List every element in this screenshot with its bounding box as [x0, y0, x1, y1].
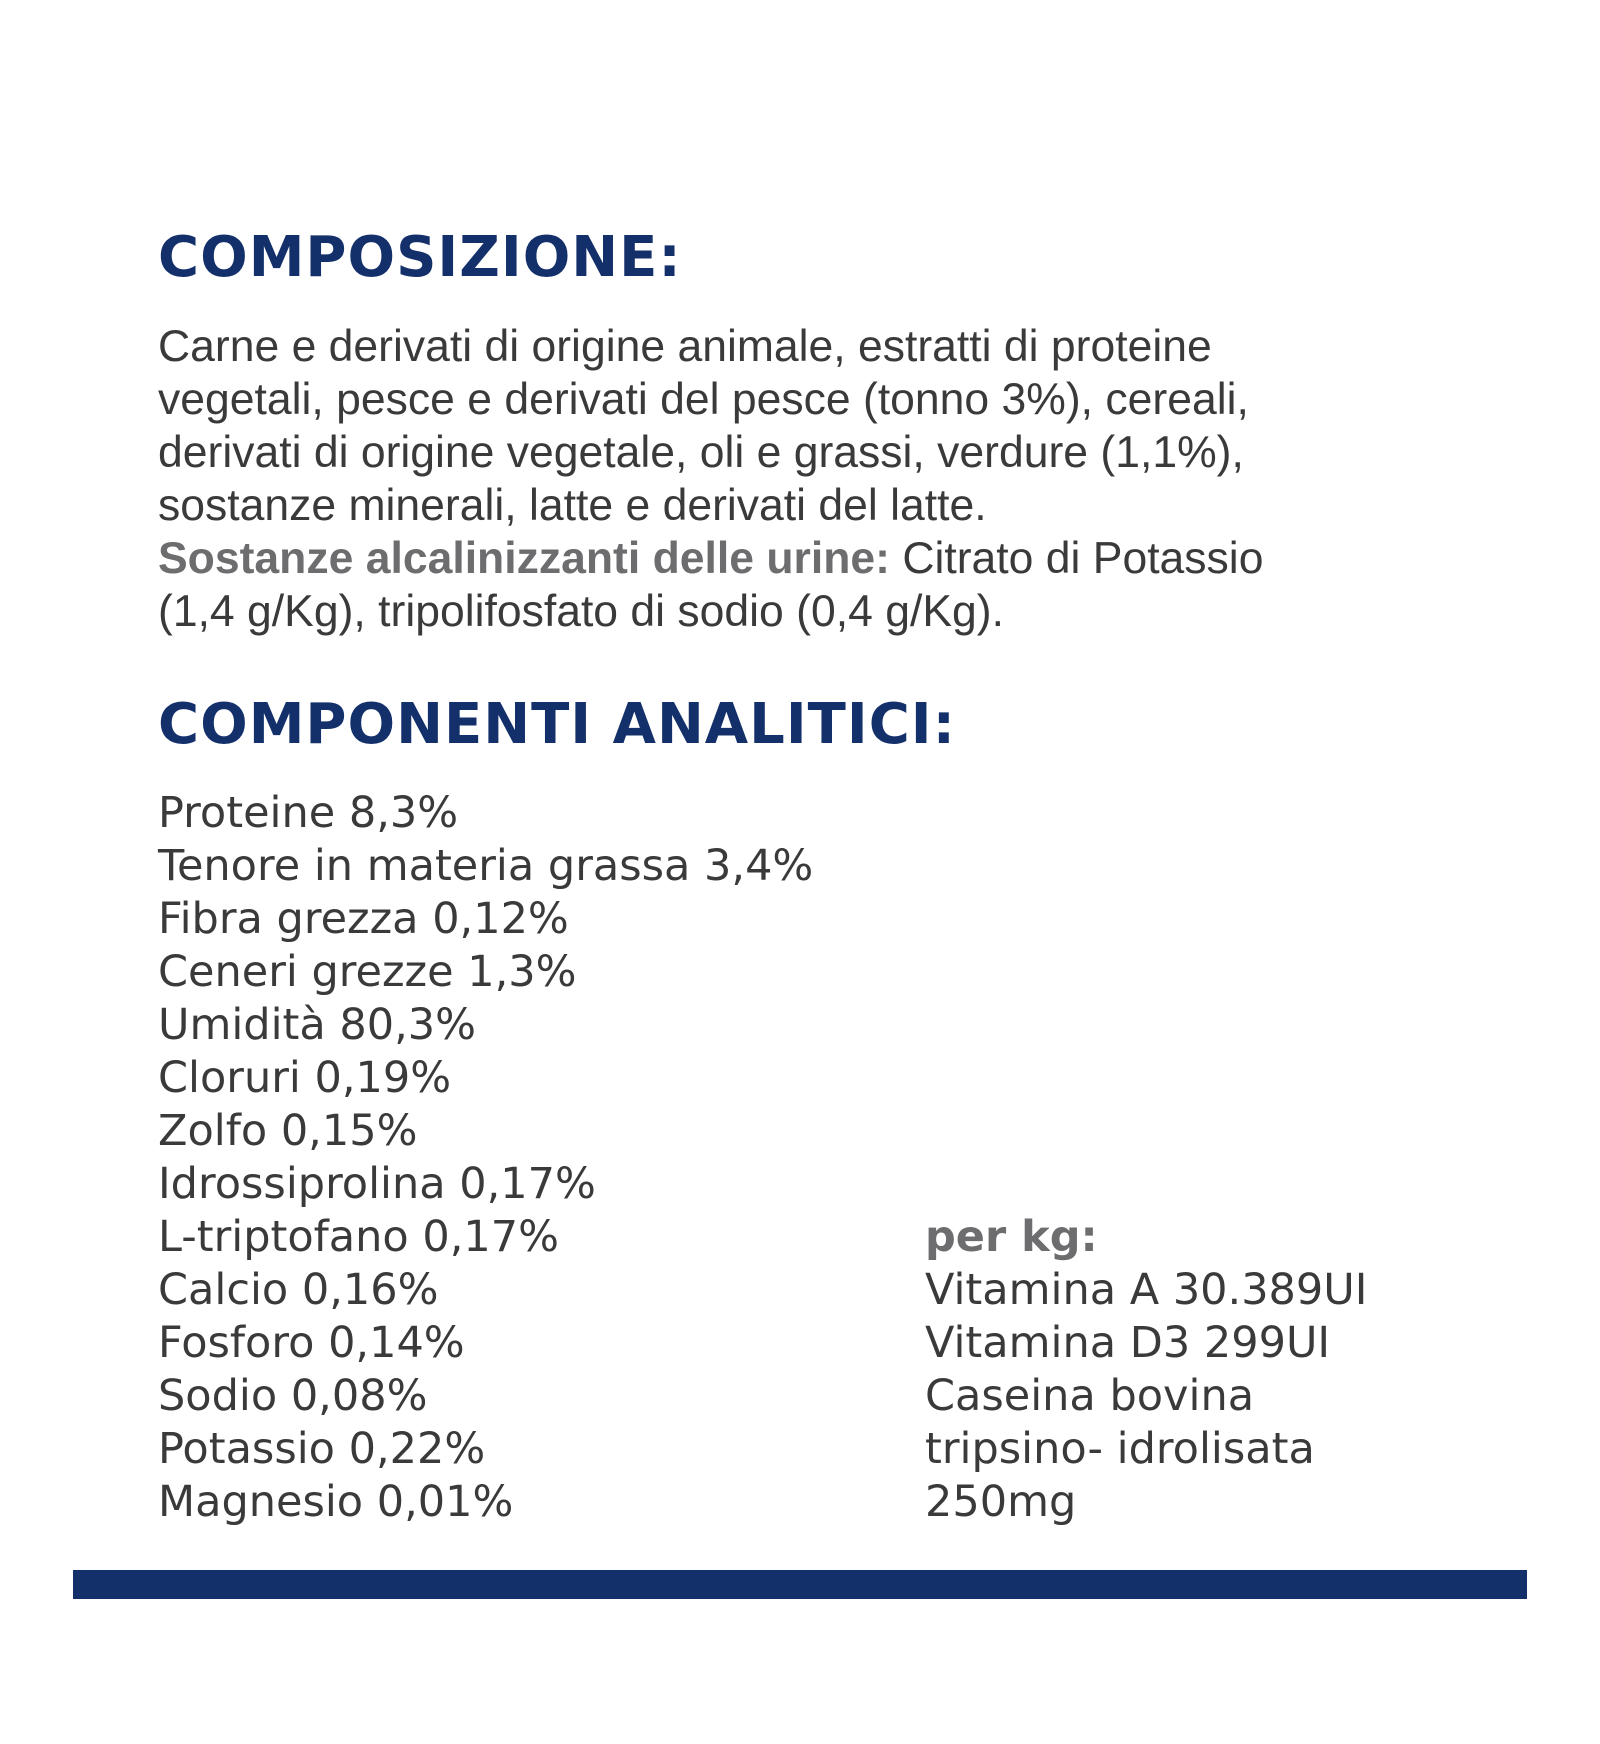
list-item: Magnesio 0,01% [158, 1477, 514, 1527]
alkalizing-text: Citrato di Potassio [889, 534, 1264, 583]
alkalizing-line [158, 532, 1458, 585]
composition-line: derivati di origine vegetale, oli e grassi, verdure (1,1%), [158, 428, 1244, 477]
list-item: Calcio 0,16% [158, 1265, 439, 1315]
per-kg-block [925, 1211, 1367, 1529]
list-item: Fosforo 0,14% [158, 1318, 465, 1368]
composizione-text [158, 320, 1458, 638]
per-kg-title: per kg: [925, 1212, 1098, 1262]
list-item: Idrossiprolina 0,17% [158, 1159, 596, 1209]
list-item: Fibra grezza 0,12% [158, 894, 569, 944]
per-kg-item: Vitamina A 30.389UI [925, 1265, 1368, 1315]
composition-line: vegetali, pesce e derivati del pesce (tonno 3%), cereali, [158, 375, 1249, 424]
per-kg-item: tripsino- idrolisata [925, 1424, 1315, 1474]
analytic-components-list [158, 787, 813, 1529]
composizione-heading: COMPOSIZIONE: [158, 225, 682, 290]
alkalizing-line-2: (1,4 g/Kg), tripolifosfato di sodio (0,4 g/Kg). [158, 587, 1004, 636]
composition-line: Carne e derivati di origine animale, estratti di proteine [158, 322, 1212, 371]
list-item: Sodio 0,08% [158, 1371, 428, 1421]
list-item: Cloruri 0,19% [158, 1053, 452, 1103]
componenti-heading: COMPONENTI ANALITICI: [158, 692, 957, 757]
list-item: Ceneri grezze 1,3% [158, 947, 577, 997]
list-item: L-triptofano 0,17% [158, 1212, 559, 1262]
list-item: Potassio 0,22% [158, 1424, 486, 1474]
list-item: Tenore in materia grassa 3,4% [158, 841, 814, 891]
per-kg-item: Vitamina D3 299UI [925, 1318, 1331, 1368]
composition-line: sostanze minerali, latte e derivati del latte. [158, 481, 987, 530]
list-item: Proteine 8,3% [158, 788, 459, 838]
list-item: Zolfo 0,15% [158, 1106, 418, 1156]
alkalizing-label: Sostanze alcalinizzanti delle urine: [158, 534, 890, 583]
per-kg-item: Caseina bovina [925, 1371, 1255, 1421]
bottom-divider-bar [73, 1570, 1527, 1599]
list-item: Umidità 80,3% [158, 1000, 477, 1050]
per-kg-item: 250mg [925, 1477, 1077, 1527]
